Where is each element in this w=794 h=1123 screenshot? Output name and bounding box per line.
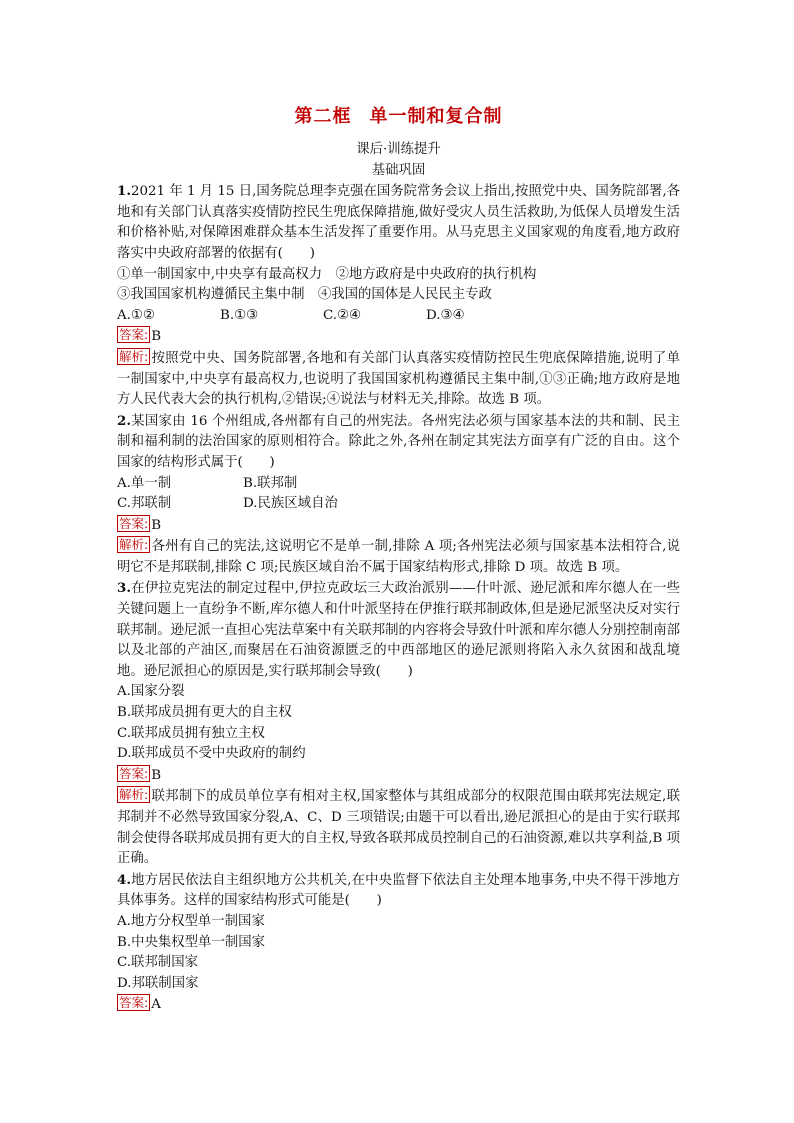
option-d: D.邦联制国家 [117,975,199,991]
options-row [117,474,680,495]
question-2 [117,411,680,579]
option-a: A.单一制 [117,475,172,491]
statement: ①单一制国家中,中央享有最高权力 ②地方政府是中央政府的执行机构 [117,266,537,282]
section-heading: 基础巩固 [371,162,426,178]
option-a: A.地方分权型单一制国家 [117,913,265,929]
answer-line [117,765,680,787]
question-number: 3. [117,580,131,597]
answer-value: B [151,517,162,533]
title-part-1: 第二框 [294,106,352,127]
question-1 [117,181,680,411]
answer-tag: 答案: [119,515,149,531]
question-4 [117,870,680,1016]
option-d: D.联邦成员不受中央政府的制约 [117,746,306,762]
analysis-text: 各州有自己的宪法,这说明它不是单一制,排除 A 项;各州宪法必须与国家基本法相符合,说明它不是邦联制,排除 C 项;民族区域自治不属于国家结构形式,排除 D 项。故选 B 项。 [117,539,680,575]
question-3 [117,578,680,869]
option-b: B.①③ [220,307,259,323]
title-part-2: 单一制和复合制 [369,106,503,127]
option-c: C.邦联制 [117,496,172,512]
question-stem [117,181,680,264]
question-number: 4. [117,871,131,888]
option-d: D.民族区域自治 [243,496,338,512]
analysis-line [117,348,680,411]
question-number: 2. [117,412,131,429]
analysis-text: 联邦制下的成员单位享有相对主权,国家整体与其组成部分的权限范围由联邦宪法规定,联邦制并不必然导致国家分裂,A、C、D 三项错误;由题干可以看出,逊尼派担心的是由于实行联邦制会使得各联邦成员拥有更大的自主权,导致各联邦成员控制自己的石油资源,难以共享利益,B 项正确。 [117,789,680,867]
option-b: B.联邦成员拥有更大的自主权 [117,705,292,721]
analysis-line [117,536,680,578]
question-text: 在伊拉克宪法的制定过程中,伊拉克政坛三大政治派别——什叶派、逊尼派和库尔德人在一些关键问题上一直纷争不断,库尔德人和什叶派坚持在伊推行联邦制政体,但是逊尼派坚决反对实行联邦制。逊尼派一直担心宪法草案中有关联邦制的内容将会导致什叶派和库尔德人分别控制南部以及北部的产油区,而聚居在石油资源匮乏的中西部地区的逊尼派则将陷入永久贫困和战乱境地。逊尼派担心的原因是,实行联邦制会导致( ) [117,581,680,679]
answer-line [117,994,680,1016]
analysis-line [117,786,680,869]
analysis-text: 按照党中央、国务院部署,各地和有关部门认真落实疫情防控民生兜底保障措施,说明了单一制国家中,中央享有最高权力,也说明了我国国家机构遵循民主集中制,①③正确;地方政府是地方人民代表大会的执行机构,②错误;④说法与材料无关,排除。故选 B 项。 [117,350,680,408]
answer-tag: 答案: [119,765,149,781]
analysis-tag: 解析: [119,537,149,553]
answer-line [117,515,680,537]
answer-line [117,326,680,348]
answer-tag: 答案: [119,327,149,343]
answer-value: A [151,997,161,1013]
question-number: 1. [117,183,131,200]
document-page [117,104,680,1016]
option-a: A.国家分裂 [117,684,185,700]
answer-tag: 答案: [119,995,149,1011]
answer-value: B [151,767,162,783]
option-c: C.联邦成员拥有独立主权 [117,725,265,741]
options-row [117,494,680,515]
option-c: C.联邦制国家 [117,955,198,971]
option-d: D.③④ [426,307,465,323]
question-stem [117,578,680,682]
page-subtitle: 课后·训练提升 [356,142,441,157]
answer-value: B [151,329,162,345]
question-stem [117,870,680,912]
question-text: 某国家由 16 个州组成,各州都有自己的州宪法。各州宪法必须与国家基本法的共和制、民主制和福利制的法治国家的原则相符合。除此之外,各州在制定其宪法方面享有广泛的自由。这个国家的结构形式属于( ) [117,413,680,470]
page-title [117,104,680,130]
option-c: C.②④ [323,307,362,323]
question-text: 地方居民依法自主组织地方公共机关,在中央监督下依法自主处理本地事务,中央不得干涉地方具体事务。这样的国家结构形式可能是( ) [117,872,680,909]
statement: ③我国国家机构遵循民主集中制 ④我国的国体是人民民主专政 [117,287,492,303]
options-row [117,306,680,327]
analysis-tag: 解析: [119,787,149,803]
option-b: B.联邦制 [243,475,298,491]
question-text: 2021 年 1 月 15 日,国务院总理李克强在国务院常务会议上指出,按照党中央、国务院部署,各地和有关部门认真落实疫情防控民生兜底保障措施,做好受灾人员生活救助,为低保人员增发生活和价格补贴,对保障困难群众基本生活发挥了重要作用。从马克思主义国家观的角度看,地方政府落实中央政府部署的依据有( ) [117,184,680,261]
option-a: A.①② [117,307,155,323]
analysis-tag: 解析: [119,348,149,364]
question-stem [117,411,680,474]
option-b: B.中央集权型单一制国家 [117,934,266,950]
